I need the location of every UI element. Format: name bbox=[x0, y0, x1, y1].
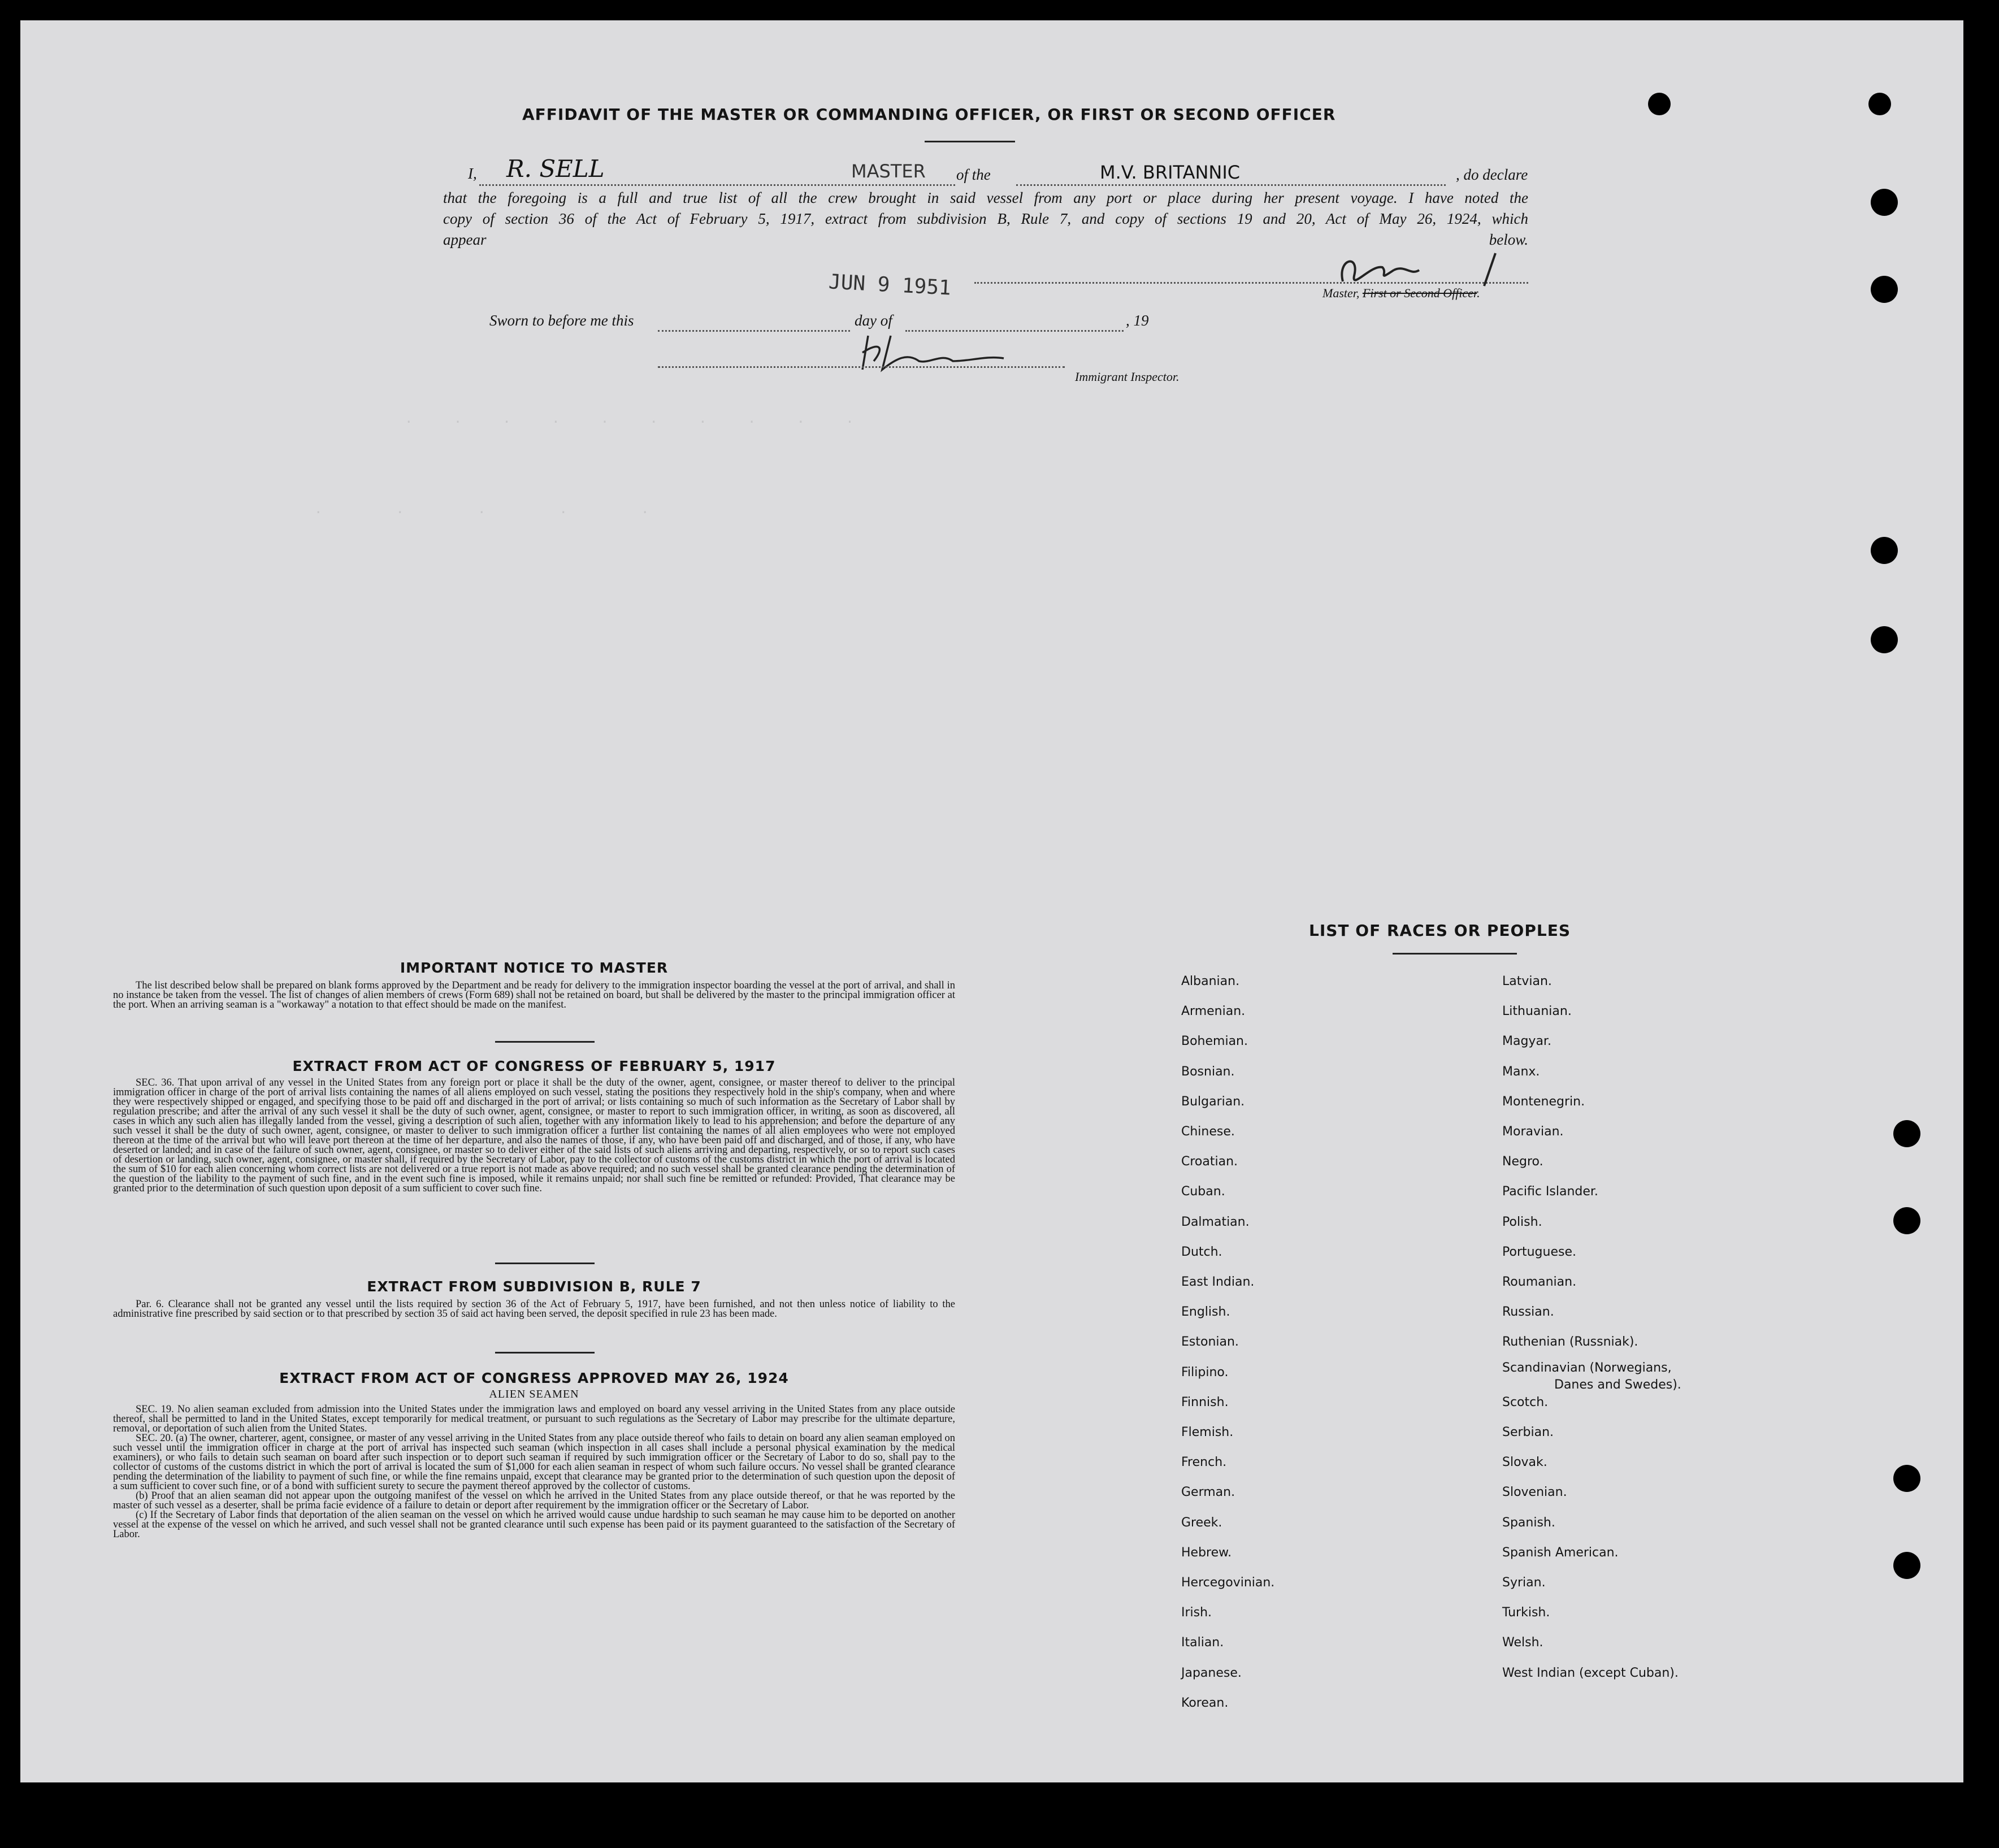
dotted-line bbox=[479, 184, 955, 186]
act-1924-heading: EXTRACT FROM ACT OF CONGRESS APPROVED MAY 26, 1924 bbox=[279, 1370, 789, 1386]
race-item: Roumanian. bbox=[1502, 1275, 1577, 1289]
race-item: German. bbox=[1181, 1485, 1235, 1500]
caption-end: . bbox=[1477, 286, 1480, 300]
race-item: Hebrew. bbox=[1181, 1545, 1232, 1560]
punch-hole bbox=[1893, 1207, 1920, 1234]
race-item: Flemish. bbox=[1181, 1425, 1234, 1439]
master-signature bbox=[1320, 242, 1535, 293]
act-1924-text bbox=[113, 1405, 955, 1539]
divider bbox=[495, 1352, 595, 1354]
sec-20a-paragraph: SEC. 20. (a) The owner, charterer, agent, consignee, or master of any vessel arriving in the United States from any place outside thereof who fails to detain on board any alien seaman employed on such vessel until the immigration officer in charge at the port of arrival has inspected such seaman (which inspection in all cases shall include a personal physical examination by the medical examiners), or who fails to detain such seaman on board after such inspection or to deport such seaman if required by such immigration officer or the Secretary of Labor to do so, shall pay to the collector of customs of the customs district in which the port of arrival is located the sum of $1,000 for each alien seaman in respect of whom such failure occurs. No vessel shall be granted clearance pending the determination of the liability to payment of such fine, or while the fine remains unpaid, except that clearance may be granted prior to the determination of such question upon the deposit of a sum sufficient to cover such fine, or of a bond with sufficient surety to secure the payment thereof approved by the collector of customs. bbox=[113, 1433, 955, 1492]
race-item: Bulgarian. bbox=[1181, 1094, 1245, 1109]
race-item: Serbian. bbox=[1502, 1425, 1554, 1439]
race-item: Armenian. bbox=[1181, 1004, 1246, 1019]
race-item: Bohemian. bbox=[1181, 1034, 1248, 1049]
race-item: Japanese. bbox=[1181, 1665, 1242, 1680]
punch-hole bbox=[1893, 1120, 1920, 1147]
race-item: French. bbox=[1181, 1455, 1227, 1470]
important-notice-heading: IMPORTANT NOTICE TO MASTER bbox=[400, 960, 669, 976]
text-i: I, bbox=[468, 165, 477, 182]
declaration-text bbox=[443, 188, 1528, 250]
race-item: Syrian. bbox=[1502, 1576, 1546, 1590]
inspector-signature bbox=[857, 330, 1026, 375]
sec-20c-paragraph: (c) If the Secretary of Labor finds that deportation of the alien seaman on the vessel on which he arrived would cause undue hardship to such seaman he may cause him to be deported on another vessel at the expense of the vessel on which he arrived, and such vessel shall not be granted clearance until such expense has been paid or its payment guaranteed to the satisfaction of the Secretary of Labor. bbox=[113, 1509, 955, 1540]
day-of-text: day of bbox=[855, 312, 892, 329]
signature-caption bbox=[1322, 286, 1480, 301]
punch-hole bbox=[1648, 93, 1671, 115]
race-item: Greek. bbox=[1181, 1515, 1222, 1530]
race-item: Pacific Islander. bbox=[1502, 1185, 1598, 1199]
race-item: Latvian. bbox=[1502, 974, 1552, 988]
race-item: Russian. bbox=[1502, 1305, 1554, 1320]
punch-hole bbox=[1871, 276, 1898, 303]
rule-7-heading: EXTRACT FROM SUBDIVISION B, RULE 7 bbox=[367, 1278, 701, 1295]
race-item: Magyar. bbox=[1502, 1034, 1551, 1049]
struck-caption: First or Second Officer bbox=[1362, 286, 1477, 300]
vessel-name-field: M.V. BRITANNIC bbox=[1100, 162, 1241, 183]
race-item: Montenegrin. bbox=[1502, 1094, 1585, 1109]
sec-36-paragraph: SEC. 36. That upon arrival of any vessel in the United States from any foreign port or place it shall be the duty of the owner, agent, consignee, or master thereof to deliver to the principal immigration officer in charge of the port of arrival lists containing the names of all aliens employed on such vessel, stating the positions they respectively hold in the ship's company, when and where they were respectively shipped or engaged, and specifying those to be paid off and discharged in the port of arrival; or lists containing so much of such information as the Secretary of Labor shall by regulation prescribe; and after the arrival of any such vessel it shall be the duty of such owner, agent, consignee, or master to report to such immigration officer, in writing, as soon as discovered, all cases in which any such alien has illegally landed from the vessel, giving a description of such alien, together with any information likely to lead to his apprehension; and before the departure of any such vessel it shall be the duty of such owner, agent, consignee, or master to deliver to such immigration officer a further list containing the names of all alien employees who were not employed thereon at the time of the arrival but who will leave port thereon at the time of her departure, and also the names of those, if any, who have been paid off and discharged, and of those, if any, who have deserted or landed; and in case of the failure of such owner, agent, consignee, or master so to deliver either of the said lists of such aliens arriving and departing, respectively, or so to report such cases of desertion or landing, such owner, agent, consignee, or master shall, if required by the Secretary of Labor, pay to the collector of customs of the customs district in which the port of arrival is located the sum of $10 for each alien concerning whom correct lists are not delivered or a true report is not made as above required; and no such vessel shall be granted clearance pending the determination of the question of the liability to the payment of such fine, and in the event such fine is imposed, while it remains unpaid; nor shall such fine be remitted or refunded: Provided, That clearance may be granted prior to the determination of such question upon deposit of a sum sufficient to cover such fine. bbox=[113, 1077, 955, 1194]
race-item: Chinese. bbox=[1181, 1125, 1235, 1139]
master-name-field: R. SELL bbox=[506, 155, 605, 183]
punch-hole bbox=[1893, 1465, 1920, 1492]
alien-seamen-subheading: ALIEN SEAMEN bbox=[489, 1388, 579, 1400]
race-item: Estonian. bbox=[1181, 1335, 1239, 1350]
sec-19-paragraph: SEC. 19. No alien seaman excluded from admission into the United States under the immigration laws and employed on board any vessel arriving in the United States from any place outside thereof, shall be permitted to land in the United States, except temporarily for medical treatment, or pursuant to such regulations as the Secretary of Labor may prescribe for the ultimate departure, removal, or deportation of such alien from the United States. bbox=[113, 1404, 955, 1434]
affidavit-title: AFFIDAVIT OF THE MASTER OR COMMANDING OFFICER, OR FIRST OR SECOND OFFICER bbox=[522, 105, 1336, 124]
declaration-line: appear below. bbox=[443, 231, 1528, 248]
date-stamp: JUN 9 1951 bbox=[828, 270, 952, 300]
race-item: Portuguese. bbox=[1502, 1244, 1576, 1259]
text-of-the: of the bbox=[956, 166, 991, 183]
divider bbox=[495, 1263, 595, 1264]
bleed-through-text: . . . . . bbox=[314, 501, 649, 517]
race-item: Slovenian. bbox=[1502, 1485, 1567, 1500]
race-item: Albanian. bbox=[1181, 974, 1240, 988]
race-item: Ruthenian (Russniak). bbox=[1502, 1335, 1638, 1350]
declaration-line: copy of section 36 of the Act of February 5, 1917, extract from subdivision B, Rule 7, and copy of sections 19 and 20, Act of May 26, 1924, which bbox=[443, 210, 1528, 227]
year-prefix: , 19 bbox=[1126, 312, 1149, 329]
sec-20b-paragraph: (b) Proof that an alien seaman did not appear upon the outgoing manifest of the vessel on which he arrived in the United States from any place outside thereof, or that he was reported by the master of such vessel as a deserter, shall be prima facie evidence of a failure to detain or deport after requirement by the immigration officer or the Secretary of Labor. bbox=[113, 1490, 955, 1511]
notice-paragraph: The list described below shall be prepared on blank forms approved by the Department and be ready for delivery to the immigration inspector boarding the vessel at the port of arrival, and shall in no instance be taken from the vessel. The list of changes of alien members of crews (Form 689) shall not be retained on board, but shall be delivered by the master to the principal immigration officer at the port. When an arriving seaman is a "workaway" a notation to that effect should be made on the manifest. bbox=[113, 980, 955, 1010]
race-item: Welsh. bbox=[1502, 1636, 1543, 1650]
race-item: Irish. bbox=[1181, 1606, 1212, 1620]
race-item: Croatian. bbox=[1181, 1155, 1238, 1169]
race-item: Spanish. bbox=[1502, 1515, 1555, 1530]
races-heading: LIST OF RACES OR PEOPLES bbox=[1309, 921, 1571, 940]
race-item: East Indian. bbox=[1181, 1275, 1255, 1289]
immigrant-inspector-caption: Immigrant Inspector. bbox=[1075, 370, 1180, 384]
divider bbox=[1393, 953, 1517, 955]
race-item: Hercegovinian. bbox=[1181, 1576, 1275, 1590]
par-6-paragraph: Par. 6. Clearance shall not be granted any vessel until the lists required by section 36 of the Act of February 5, 1917, have been furnished, and not then unless notice of liability to the administrative fine prescribed by said section or to that prescribed by section 35 of said act having been served, the deposit specified in rule 23 has been made. bbox=[113, 1299, 955, 1320]
dotted-line bbox=[658, 330, 850, 332]
act-1917-text bbox=[113, 1078, 955, 1194]
race-item: Lithuanian. bbox=[1502, 1004, 1572, 1019]
race-item: West Indian (except Cuban). bbox=[1502, 1665, 1679, 1680]
act-1917-heading: EXTRACT FROM ACT OF CONGRESS OF FEBRUARY 5, 1917 bbox=[292, 1058, 776, 1074]
divider bbox=[495, 1041, 595, 1043]
race-item: Scandinavian (Norwegians, bbox=[1502, 1360, 1672, 1375]
divider bbox=[925, 141, 1015, 142]
sworn-text: Sworn to before me this bbox=[489, 312, 634, 329]
bleed-through-text: . . . . . . . . . . bbox=[405, 410, 854, 426]
race-item: Cuban. bbox=[1181, 1185, 1225, 1199]
race-item: Slovak. bbox=[1502, 1455, 1547, 1470]
dotted-line bbox=[658, 366, 1065, 368]
race-item: Polish. bbox=[1502, 1214, 1542, 1229]
race-item: English. bbox=[1181, 1305, 1230, 1320]
race-item: Bosnian. bbox=[1181, 1064, 1235, 1079]
rank-field: MASTER bbox=[851, 160, 926, 182]
punch-hole bbox=[1871, 626, 1898, 653]
race-item: Spanish American. bbox=[1502, 1545, 1619, 1560]
race-item: Scotch. bbox=[1502, 1395, 1549, 1409]
race-item: Finnish. bbox=[1181, 1395, 1229, 1409]
race-item: Dutch. bbox=[1181, 1244, 1222, 1259]
race-item: Filipino. bbox=[1181, 1365, 1229, 1380]
punch-hole bbox=[1871, 189, 1898, 216]
punch-hole bbox=[1871, 537, 1898, 564]
race-item: Italian. bbox=[1181, 1636, 1224, 1650]
dotted-line bbox=[1016, 184, 1446, 186]
text-do-declare: , do declare bbox=[1456, 166, 1528, 183]
master-caption: Master, bbox=[1322, 286, 1363, 300]
race-item: Negro. bbox=[1502, 1155, 1543, 1169]
important-notice-text bbox=[113, 981, 955, 1010]
race-item: Danes and Swedes). bbox=[1554, 1377, 1681, 1392]
rule-7-text bbox=[113, 1300, 955, 1319]
race-item: Moravian. bbox=[1502, 1125, 1564, 1139]
race-item: Dalmatian. bbox=[1181, 1214, 1250, 1229]
race-item: Turkish. bbox=[1502, 1606, 1550, 1620]
punch-hole bbox=[1868, 93, 1891, 115]
punch-hole bbox=[1893, 1552, 1920, 1579]
race-item: Korean. bbox=[1181, 1695, 1229, 1710]
race-item: Manx. bbox=[1502, 1064, 1540, 1079]
declaration-line: that the foregoing is a full and true list of all the crew brought in said vessel from any port or place during her present voyage. I have noted the bbox=[443, 189, 1528, 206]
document-page bbox=[20, 20, 1963, 1782]
